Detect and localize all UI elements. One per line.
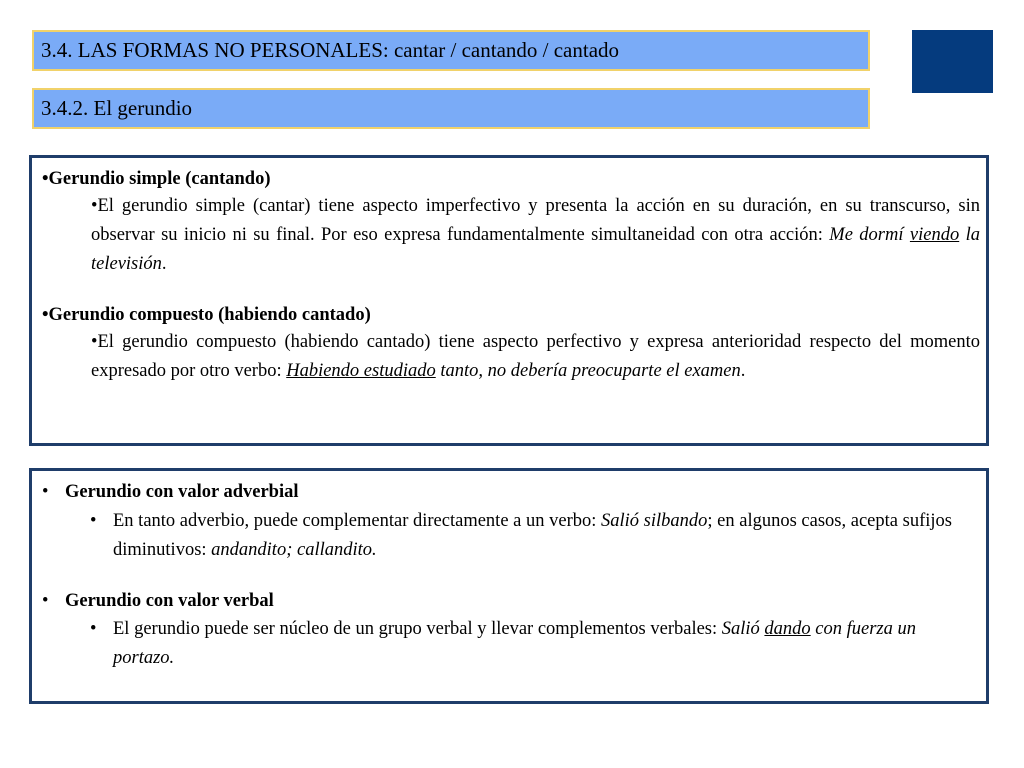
section-title: 3.4. LAS FORMAS NO PERSONALES: cantar / cantando / cantado bbox=[41, 38, 620, 62]
verbal-description: El gerundio puede ser núcleo de un grupo verbal y llevar complementos verbales: Salió dando con fuerza un portazo. bbox=[113, 619, 917, 668]
logo-block bbox=[912, 30, 993, 93]
compuesto-heading: •Gerundio compuesto (habiendo cantado) bbox=[42, 305, 371, 325]
gerundio-forms-box bbox=[29, 155, 989, 446]
compuesto-description: •El gerundio compuesto (habiendo cantado) tiene aspecto perfectivo y expresa anterioridad respecto del momento expresado por otro verbo: Habiendo estudiado tanto, no debería preocuparte el examen. bbox=[91, 332, 980, 381]
bullet-icon: • bbox=[42, 482, 49, 502]
simple-heading: •Gerundio simple (cantando) bbox=[42, 169, 271, 189]
verbal-heading: Gerundio con valor verbal bbox=[65, 591, 274, 611]
adverbial-heading: Gerundio con valor adverbial bbox=[65, 482, 299, 502]
adverbial-description: En tanto adverbio, puede complementar directamente a un verbo: Salió silbando; en algunos casos, acepta sufijos diminutivos: andandito; callandito. bbox=[113, 511, 952, 560]
bullet-icon: • bbox=[42, 591, 49, 611]
bullet-icon: • bbox=[90, 511, 97, 531]
section-title-bar bbox=[32, 30, 870, 71]
simple-description: •El gerundio simple (cantar) tiene aspecto imperfectivo y presenta la acción en su duración, en su transcurso, sin observar su inicio ni su final. Por eso expresa fundamentalmente simultaneidad con otra acción: Me dormí viendo la televisión. bbox=[91, 196, 980, 274]
subsection-title-bar bbox=[32, 88, 870, 129]
bullet-icon: • bbox=[90, 619, 97, 639]
gerundio-values-box bbox=[29, 468, 989, 704]
subsection-title: 3.4.2. El gerundio bbox=[41, 96, 193, 120]
